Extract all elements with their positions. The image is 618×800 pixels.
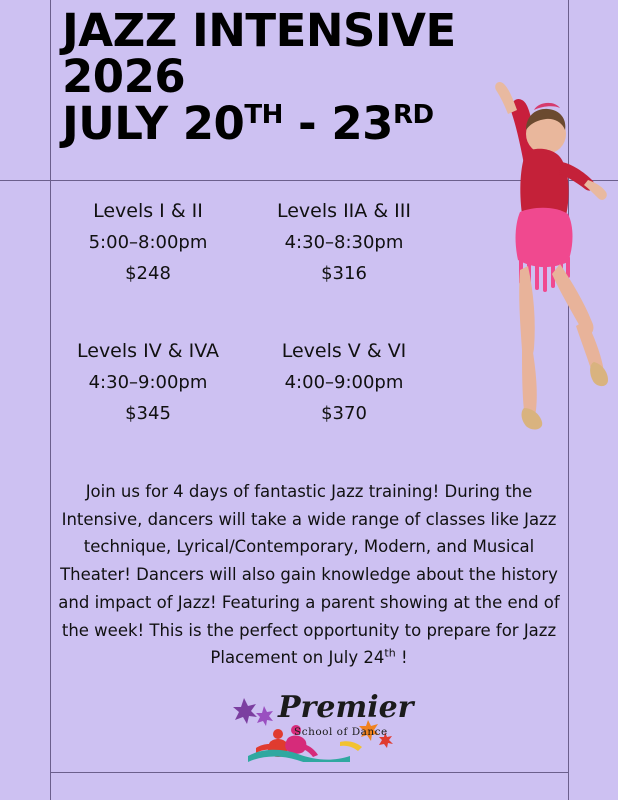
level-time: 5:00–8:00pm: [88, 232, 208, 253]
title-line-1: JAZZ INTENSIVE: [62, 4, 456, 57]
description-text: Join us for 4 days of fantastic Jazz training! During the Intensive, dancers will take a wide range of classes like Jazz technique, Lyrical/Contemporary, Modern, and Musical Theater! Dancers will also gain knowledge about the history and impact of Jazz! Featuring a parent showing at the end of the week! This is the perfect opportunity to prepare for Jazz Placement on July 24: [58, 482, 560, 668]
logo-wordmark: Premier: [278, 690, 414, 725]
level-block-4: [246, 340, 442, 424]
level-block-2: [246, 200, 442, 284]
levels-row-1: [50, 200, 450, 284]
level-name: Levels IIA & III: [276, 200, 411, 222]
title-date-mid: - 23: [282, 96, 393, 150]
level-price: $370: [321, 403, 367, 424]
level-block-1: [50, 200, 246, 284]
description-ordinal-suffix: th: [384, 646, 396, 660]
description-tail: !: [395, 648, 408, 668]
level-name: Levels IV & IVA: [77, 340, 219, 362]
level-block-3: [50, 340, 246, 424]
premier-school-of-dance-logo: [220, 686, 414, 762]
level-time: 4:30–9:00pm: [88, 372, 208, 393]
title-date-sup-1: TH: [244, 99, 283, 130]
level-price: $316: [321, 263, 367, 284]
logo-subtitle: School of Dance: [294, 726, 388, 738]
level-time: 4:00–9:00pm: [284, 372, 404, 393]
level-price: $248: [125, 263, 171, 284]
description-paragraph: [55, 478, 563, 672]
level-price: $345: [125, 403, 171, 424]
levels-row-2: [50, 340, 450, 424]
level-name: Levels I & II: [93, 200, 203, 222]
frame-line-bottom: [50, 772, 568, 773]
title-date-prefix: JULY 20: [62, 96, 245, 150]
levels-grid: [50, 200, 450, 480]
title-line-2: 2026: [62, 50, 186, 104]
level-time: 4:30–8:30pm: [284, 232, 404, 253]
title-date-sup-2: RD: [392, 99, 434, 130]
level-name: Levels V & VI: [281, 340, 407, 362]
